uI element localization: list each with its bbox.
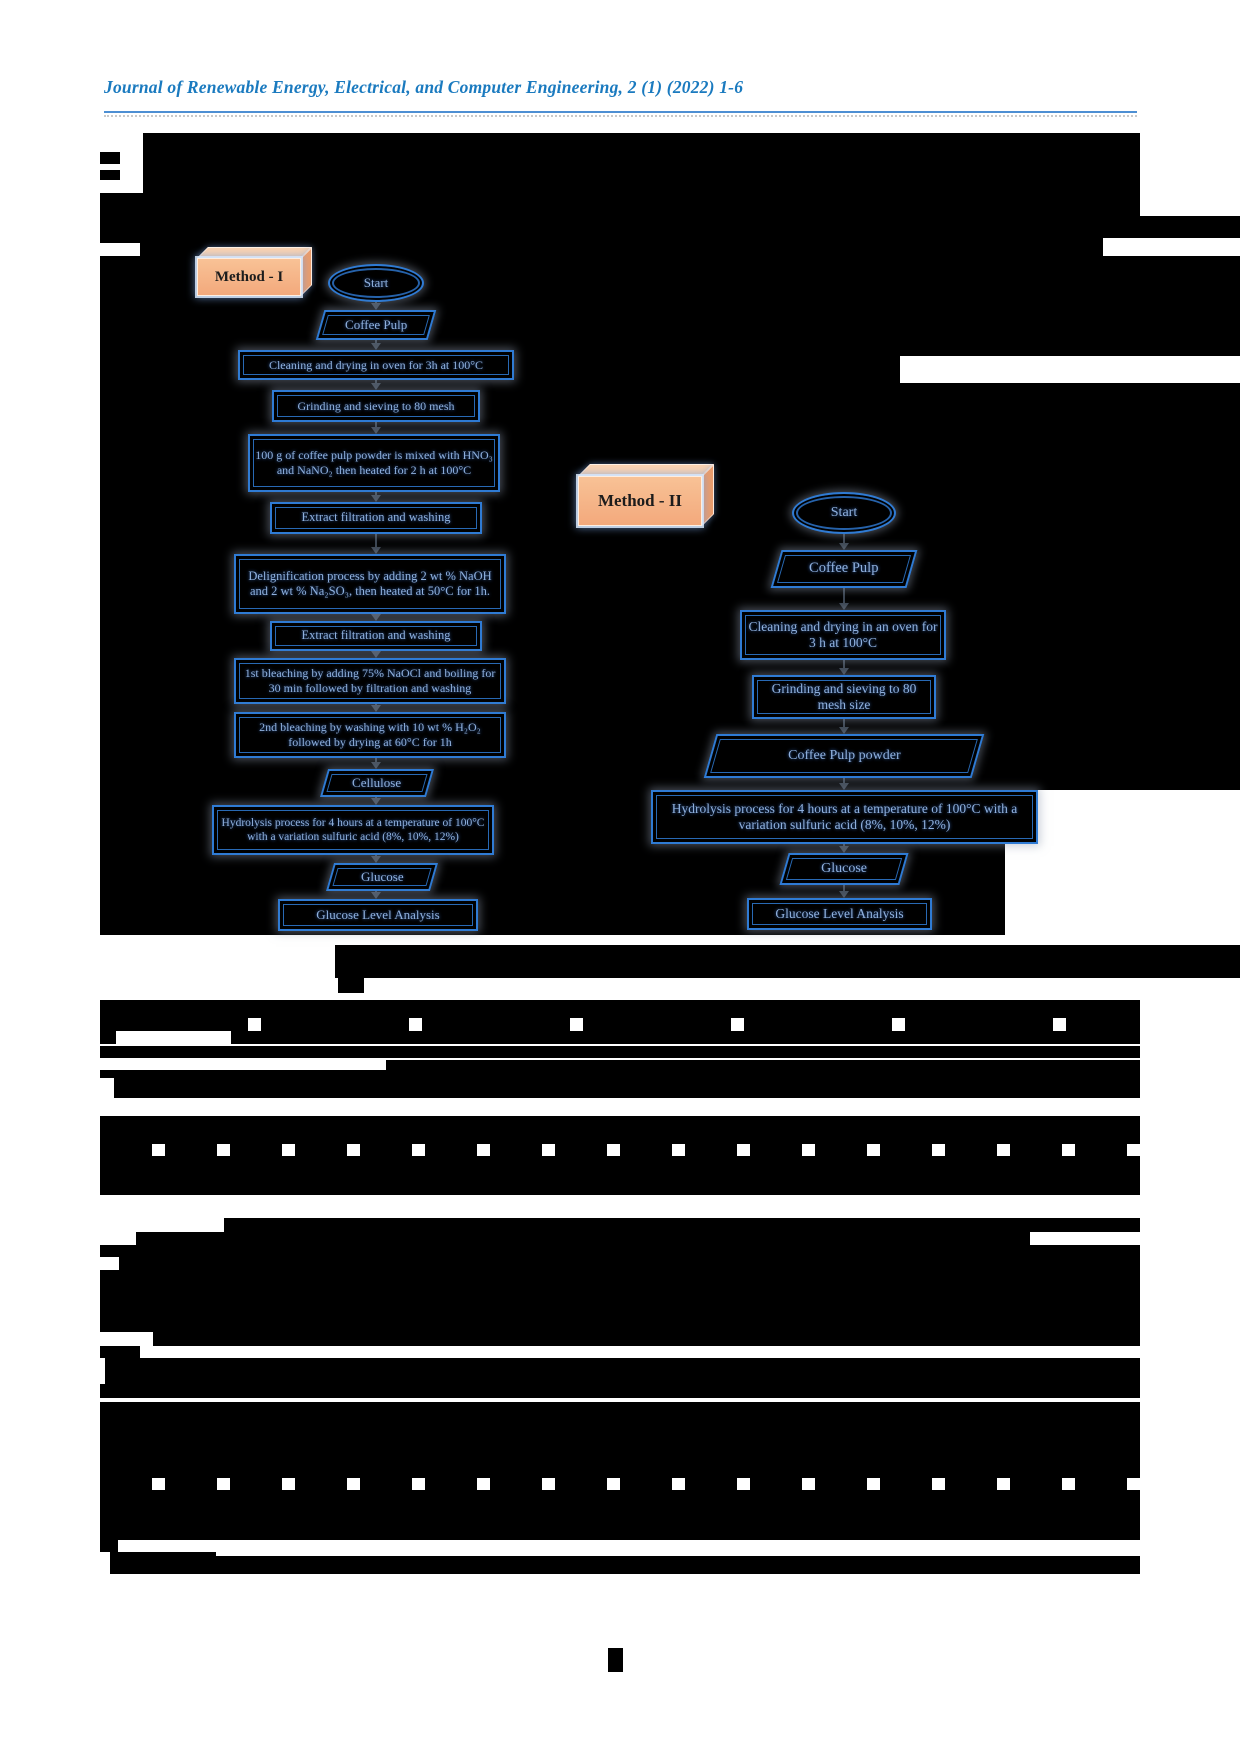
method-1-cleaning-drying-label: Cleaning and drying in oven for 3h at 100°C [268,357,484,372]
method-1-label-text: Method - I [214,268,284,285]
method-1-bleaching-1 [234,658,506,704]
method-1-label-top-bevel [197,247,312,258]
method-1-arrow-head [371,705,381,712]
method-1-arrow-head [371,495,381,502]
method-2-coffee-pulp-label: Coffee Pulp [809,560,879,577]
method-2-grinding-sieving [752,675,936,719]
method-1-coffee-pulp [316,310,437,340]
method-1-glucose [326,863,438,891]
method-2-arrow-head [839,727,849,734]
method-1-delignification [234,554,506,614]
body-text-block [100,1270,1140,1332]
body-text-tab [100,1346,140,1358]
method-1-grinding-sieving [272,390,480,422]
body-text-line [119,1257,1140,1270]
method-2-arrow-head [839,603,849,610]
body-text-line [120,1556,1140,1574]
figure-caption-tail [338,978,364,993]
method-2-glucose-level-analysis [747,898,932,930]
method-2-start-label: Start [830,505,858,521]
method-2-label-text: Method - II [597,491,683,510]
body-text-line [100,1384,1140,1398]
method-1-coffee-pulp-label: Coffee Pulp [344,317,408,333]
method-2-hydrolysis [651,790,1038,844]
method-1-cleaning-drying [238,350,514,380]
method-1-glucose-level-analysis [278,899,478,931]
method-1-arrow-head [371,892,381,899]
method-1-arrow-head [371,856,381,863]
body-text-line [231,1031,1140,1044]
body-text-line [100,1144,1140,1156]
method-2-grinding-sieving-label: Grinding and sieving to 80 mesh size [771,680,917,712]
body-text-line [153,1332,1140,1346]
method-2-coffee-pulp-powder-label: Coffee Pulp powder [787,748,901,764]
method-2-arrow-head [839,891,849,898]
abstract-block [100,193,1140,216]
method-2-label [578,476,702,526]
page-number [608,1648,623,1672]
title-block-tab [100,170,120,180]
method-1-bleaching-1-label: 1st bleaching by adding 75% NaOCl and boiling for 30 min followed by filtration and washing [244,666,496,695]
method-1-cellulose [320,769,434,797]
method-2-label-top-bevel [578,464,714,476]
method-1-glucose-level-analysis-label: Glucose Level Analysis [316,907,440,923]
body-text-block [100,1440,1140,1478]
body-text-line [100,1245,1140,1257]
method-2-glucose-level-analysis-label: Glucose Level Analysis [775,905,904,921]
method-2-arrow-head [839,543,849,550]
header-rule [104,111,1137,113]
method-1-delignification-label: Delignification process by adding 2 wt % NaOH and 2 wt % Na₂SO₃, then heated at 50°C for 1h. [248,568,492,598]
method-2-cleaning-drying [740,610,946,660]
body-text-line [386,1060,1140,1070]
method-2-arrow-head [839,668,849,675]
body-text-block [100,1116,1140,1144]
method-2-coffee-pulp-powder [704,734,985,778]
body-text-line [100,1478,1140,1490]
method-1-arrow-head [371,427,381,434]
method-1-arrow-line [375,534,377,548]
page-background-gap [900,356,1240,383]
method-2-coffee-pulp [771,550,918,588]
figure-background-right [1005,238,1240,790]
journal-header-line: Journal of Renewable Energy, Electrical, and Computer Engineering, 2 (1) (2022) 1-6 [104,77,744,97]
body-text-line [136,1232,1030,1245]
method-1-extract-filtration-2-label: Extract filtration and washing [301,628,451,643]
method-2-cleaning-drying-label: Cleaning and drying in an oven for 3 h at 100°C [748,618,938,650]
method-1-arrow-head [371,303,381,310]
method-1-hydrolysis [212,805,494,855]
body-text-line [100,1046,1140,1058]
body-text-line [100,1018,1140,1031]
body-text-tab [100,1540,118,1552]
method-1-arrow-head [371,343,381,350]
abstract-block [100,216,1240,238]
method-1-glucose-label: Glucose [360,869,404,885]
body-text-block [100,1000,1140,1018]
page-background-gap [1103,238,1240,256]
method-1-cellulose-label: Cellulose [352,775,402,791]
method-1-acid-mixing [248,434,500,492]
method-2-arrow-head [839,846,849,853]
body-text-block [105,1358,1140,1384]
page-background-gap [100,243,140,256]
method-1-arrow-head [371,547,381,554]
figure-caption [335,945,1240,978]
method-1-extract-filtration-1 [270,502,482,534]
body-text-block [100,1490,1140,1540]
header-rule-dotted [104,115,1137,117]
method-2-glucose-label: Glucose [821,861,867,877]
body-text-tab [100,1031,116,1044]
method-1-label [197,258,301,296]
method-1-hydrolysis-label: Hydrolysis process for 4 hours at a temperature of 100°C with a variation sulfuric acid (8%, 10%, 12%) [221,816,485,843]
method-1-grinding-sieving-label: Grinding and sieving to 80 mesh [297,398,455,413]
method-1-acid-mixing-label: 100 g of coffee pulp powder is mixed with HNO₃ and NaNO₂ then heated for 2 h at 100°C [255,448,493,477]
method-1-bleaching-2 [234,712,506,758]
method-2-hydrolysis-label: Hydrolysis process for 4 hours at a temperature of 100°C with a variation sulfuric acid (8%, 10%, 12%) [671,800,1018,832]
method-1-arrow-head [371,798,381,805]
method-1-bleaching-2-label: 2nd bleaching by washing with 10 wt % H₂O₂ followed by drying at 60°C for 1h [259,720,481,749]
method-1-arrow-head [371,614,381,621]
method-1-extract-filtration-2 [270,621,482,651]
title-author-block [143,133,1140,193]
body-text-block [114,1078,1140,1098]
method-2-arrow-line [843,588,845,604]
method-1-arrow-head [371,383,381,390]
method-2-arrow-head [839,783,849,790]
title-block-tab [100,152,120,164]
method-1-start-label: Start [363,275,389,291]
body-text-block [100,1402,1140,1440]
body-text-line [224,1218,1140,1232]
body-text-block [100,1156,1140,1195]
method-1-arrow-head [371,762,381,769]
method-2-glucose [779,853,908,885]
method-2-start [792,492,896,534]
method-1-arrow-head [371,651,381,658]
body-text-line [100,1070,1140,1078]
method-1-start [328,264,424,302]
method-1-extract-filtration-1-label: Extract filtration and washing [301,510,451,525]
